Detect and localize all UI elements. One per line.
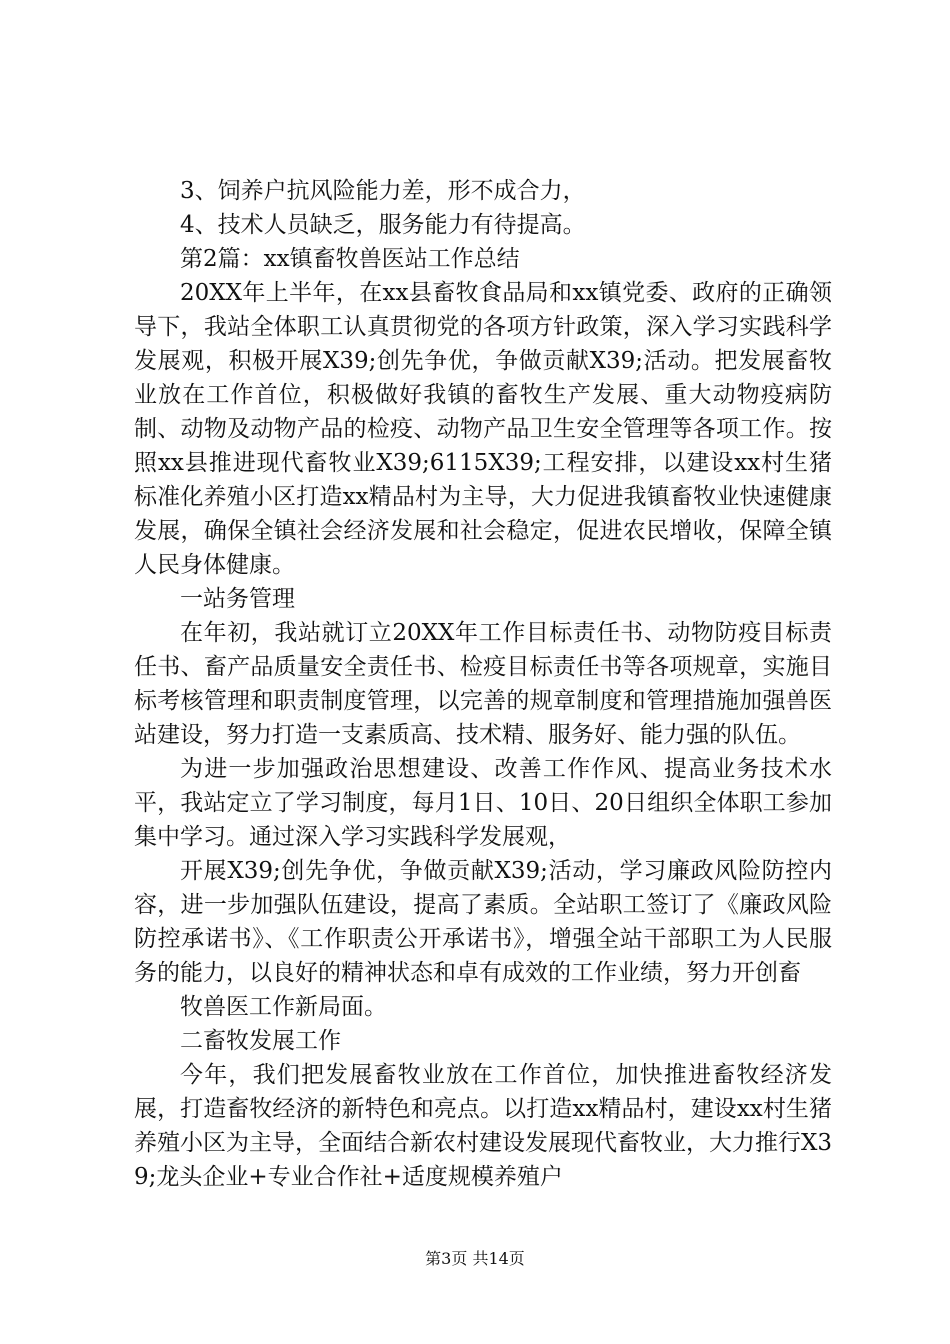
paragraph-this-year: 今年，我们把发展畜牧业放在工作首位，加快推进畜牧经济发展，打造畜牧经济的新特色和亮点。以打造xx精品村，建设xx村生猪养殖小区为主导，全面结合新农村建设发展现代畜牧业，大力推行X39;龙头企业+专业合作社+适度规模养殖户 bbox=[134, 1062, 833, 1190]
paragraph-regulations: 在年初，我站就订立20XX年工作目标责任书、动物防疫目标责任书、畜产品质量安全责任书、检疫目标责任书等各项规章，实施目标考核管理和职责制度管理，以完善的规章制度和管理措施加强兽医站建设，努力打造一支素质高、技术精、服务好、能力强的队伍。 bbox=[134, 620, 832, 748]
paragraph-activities: 开展X39;创先争优，争做贡献X39;活动，学习廉政风险防控内容，进一步加强队伍建设，提高了素质。全站职工签订了《廉政风险防控承诺书》、《工作职责公开承诺书》，增强全站干部职工为人民服务的能力，以良好的精神状态和卓有成效的工作业绩，努力开创畜 bbox=[134, 858, 832, 986]
paragraph-new-situation: 牧兽医工作新局面。 bbox=[180, 994, 387, 1020]
list-item-3: 3、饲养户抗风险能力差，形不成合力， bbox=[180, 178, 586, 204]
heading-livestock-development: 二畜牧发展工作 bbox=[180, 1028, 341, 1054]
paragraph-study-system: 为进一步加强政治思想建设、改善工作作风、提高业务技术水平，我站定立了学习制度，每月1日、10日、20日组织全体职工参加集中学习。通过深入学习实践科学发展观， bbox=[134, 756, 832, 850]
page-footer: 第3页 共14页 bbox=[425, 1249, 525, 1268]
section-title: 第2篇：xx镇畜牧兽医站工作总结 bbox=[180, 246, 520, 272]
paragraph-intro: 20XX年上半年，在xx县畜牧食品局和xx镇党委、政府的正确领导下，我站全体职工认真贯彻党的各项方针政策，深入学习实践科学发展观，积极开展X39;创先争优，争做贡献X39;活动。把发展畜牧业放在工作首位，积极做好我镇的畜牧生产发展、重大动物疫病防制、动物及动物产品的检疫、动物产品卫生安全管理等各项工作。按照xx县推进现代畜牧业X39;6115X39;工程安排，以建设xx村生猪标准化养殖小区打造xx精品村为主导，大力促进我镇畜牧业快速健康发展，确保全镇社会经济发展和社会稳定，促进农民增收，保障全镇人民身体健康。 bbox=[134, 280, 832, 578]
list-item-4: 4、技术人员缺乏，服务能力有待提高。 bbox=[180, 212, 586, 238]
document-body bbox=[134, 174, 832, 1194]
heading-station-management: 一站务管理 bbox=[180, 586, 295, 612]
